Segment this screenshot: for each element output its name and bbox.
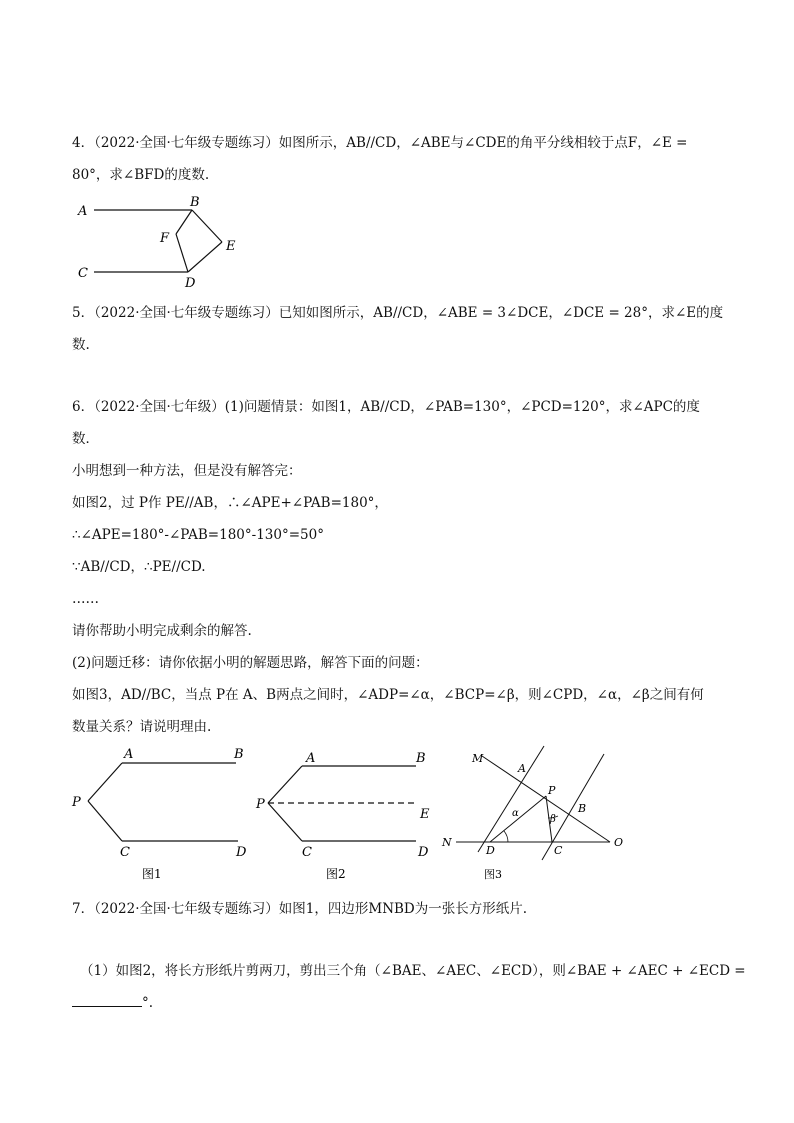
problem-7-answer-suffix: °.: [142, 995, 154, 1011]
fig1-caption: 图1: [142, 867, 162, 881]
point-label-B: B: [190, 195, 200, 210]
fig2-caption: 图2: [326, 867, 346, 881]
problem-6-text-line10: 如图3，AD//BC，当点 P在 A、B两点之间时，∠ADP=∠α，∠BCP=∠β，则∠CPD，∠α，∠β之间有何: [72, 687, 704, 703]
problem-7-text-line1: 7．（2022·全国·七年级专题练习）如图1，四边形MNBD为一张长方形纸片.: [72, 901, 528, 917]
problem-6-text-line6: ∵AB//CD，∴PE//CD.: [72, 559, 206, 575]
problem-6-text-line11: 数量关系？请说明理由.: [72, 719, 212, 735]
fig3-label-B: B: [578, 802, 587, 815]
problem-5-text-line1: 5．（2022·全国·七年级专题练习）已知如图所示，AB//CD，∠ABE = 3∠DCE，∠DCE = 28°，求∠E的度: [72, 305, 724, 321]
fig1-label-C: C: [120, 845, 130, 860]
problem-6-text-line4: 如图2，过 P作 PE//AB，∴∠APE+∠PAB=180°，: [72, 495, 388, 511]
fig2-label-P: P: [256, 797, 265, 812]
point-label-A: A: [78, 204, 88, 219]
fig2-label-D: D: [418, 845, 429, 860]
problem-5-text-line2: 数.: [72, 337, 90, 353]
problem-6-text-line5: ∴∠APE=180°-∠PAB=180°-130°=50°: [72, 527, 324, 543]
fig1-label-P: P: [72, 795, 81, 810]
problem-6-figure-1: [68, 742, 258, 888]
problem-6-text-line3: 小明想到一种方法，但是没有解答完：: [72, 463, 302, 479]
fig1-label-A: A: [124, 747, 134, 762]
point-label-F: F: [160, 231, 170, 246]
fig3-label-A: A: [518, 762, 526, 775]
problem-6-text-line9: (2)问题迁移：请你依据小明的解题思路，解答下面的问题：: [72, 655, 429, 671]
fig3-label-alpha: α: [512, 808, 519, 819]
problem-6-figure-2: [254, 742, 444, 888]
fig3-label-M: M: [472, 752, 484, 765]
fig3-label-beta: β: [550, 814, 556, 825]
problem-6-text-line7: ……: [72, 591, 99, 607]
problem-6-text-line8: 请你帮助小明完成剩余的解答.: [72, 623, 252, 639]
problem-4-text-line2: 80°，求∠BFD的度数.: [72, 167, 210, 183]
point-label-E: E: [226, 239, 236, 254]
point-label-C: C: [78, 266, 88, 281]
point-label-D: D: [185, 276, 196, 290]
problem-4-text-line1: 4．（2022·全国·七年级专题练习）如图所示，AB//CD，∠ABE与∠CDE的角平分线相较于点F，∠E =: [72, 135, 688, 151]
fig3-label-O: O: [614, 836, 624, 849]
fig2-label-A: A: [306, 751, 316, 766]
fig1-label-D: D: [236, 845, 247, 860]
fig3-label-D: D: [486, 844, 495, 857]
problem-7-answer-line: [72, 994, 153, 1012]
problem-6-figure-3: [434, 742, 634, 888]
fig3-caption: 图3: [484, 868, 502, 881]
problem-4-figure: [72, 194, 252, 290]
answer-blank[interactable]: [72, 994, 142, 1007]
fig2-label-C: C: [302, 845, 312, 860]
fig3-label-P: P: [548, 784, 556, 797]
fig3-label-C: C: [554, 844, 563, 857]
fig2-label-B: B: [416, 751, 426, 766]
problem-6-text-line2: 数．: [72, 431, 99, 447]
problem-7-text-line2: （1）如图2，将长方形纸片剪两刀，剪出三个角（∠BAE、∠AEC、∠ECD），则∠BAE + ∠AEC + ∠ECD =: [80, 963, 746, 979]
fig2-label-E: E: [420, 807, 430, 822]
fig3-label-N: N: [442, 836, 452, 849]
problem-6-text-line1: 6．（2022·全国·七年级）(1)问题情景：如图1，AB//CD，∠PAB=130°，∠PCD=120°，求∠APC的度: [72, 399, 700, 415]
fig1-label-B: B: [234, 747, 244, 762]
